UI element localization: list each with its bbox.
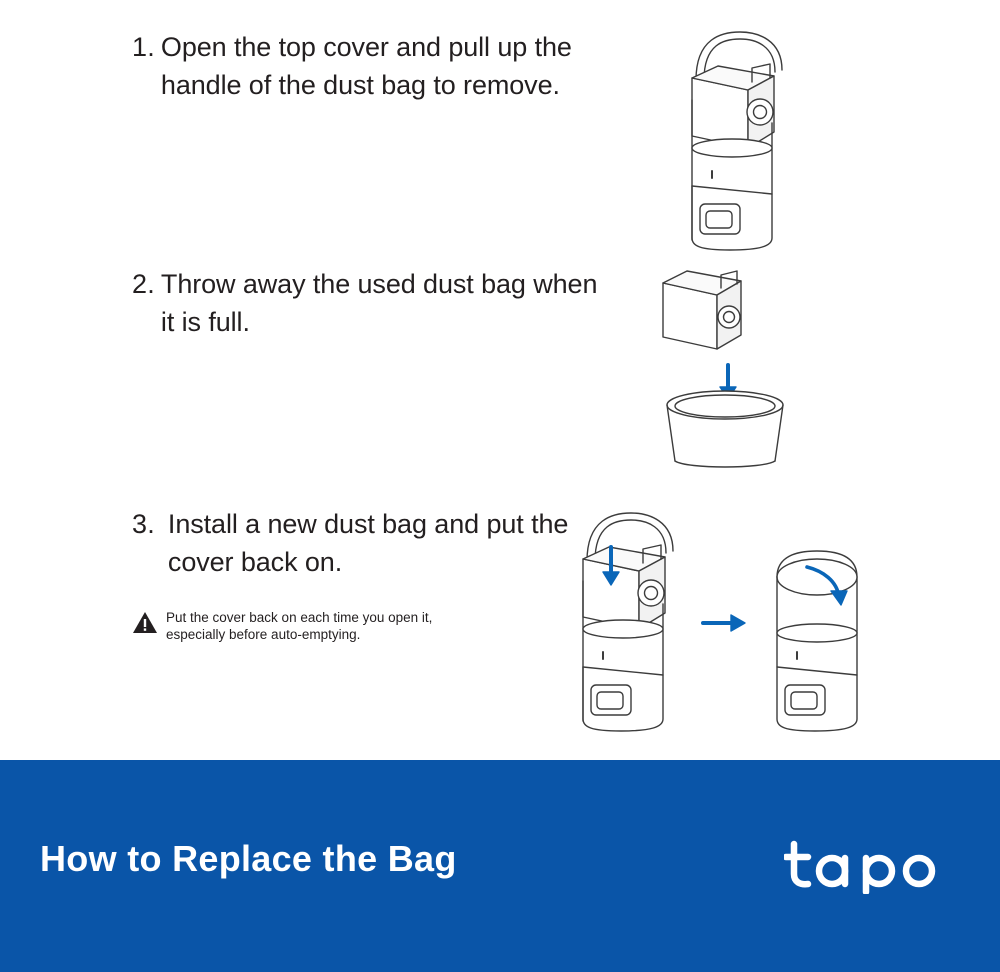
step-3-number: 3. (132, 509, 155, 539)
warning-note-text (166, 609, 432, 643)
step-2-number: 2. (132, 269, 155, 299)
step-2-text-block (132, 265, 612, 341)
warning-triangle-icon (132, 611, 158, 635)
step-1-illustration (630, 28, 830, 268)
step-1-number: 1. (132, 32, 155, 62)
step-3-illustration (555, 505, 955, 740)
step-2 (0, 265, 1000, 470)
step-3-description: Install a new dust bag and put the cover back on. (167, 509, 569, 577)
warning-note (132, 609, 532, 643)
step-1 (0, 28, 1000, 238)
step-1-text-block (132, 28, 612, 104)
step-3-text-block (132, 505, 612, 581)
footer-title: How to Replace the Bag (40, 838, 457, 879)
footer-banner (0, 760, 1000, 972)
tapo-logo (784, 838, 954, 894)
warning-note-line-1: Put the cover back on each time you open it, (166, 610, 433, 625)
step-2-description: Throw away the used dust bag when it is full. (160, 269, 598, 337)
step-2-illustration (625, 265, 825, 470)
step-1-description: Open the top cover and pull up the handle of the dust bag to remove. (160, 32, 572, 100)
step-3 (0, 505, 1000, 740)
warning-note-line-2: especially before auto-emptying. (166, 627, 361, 642)
